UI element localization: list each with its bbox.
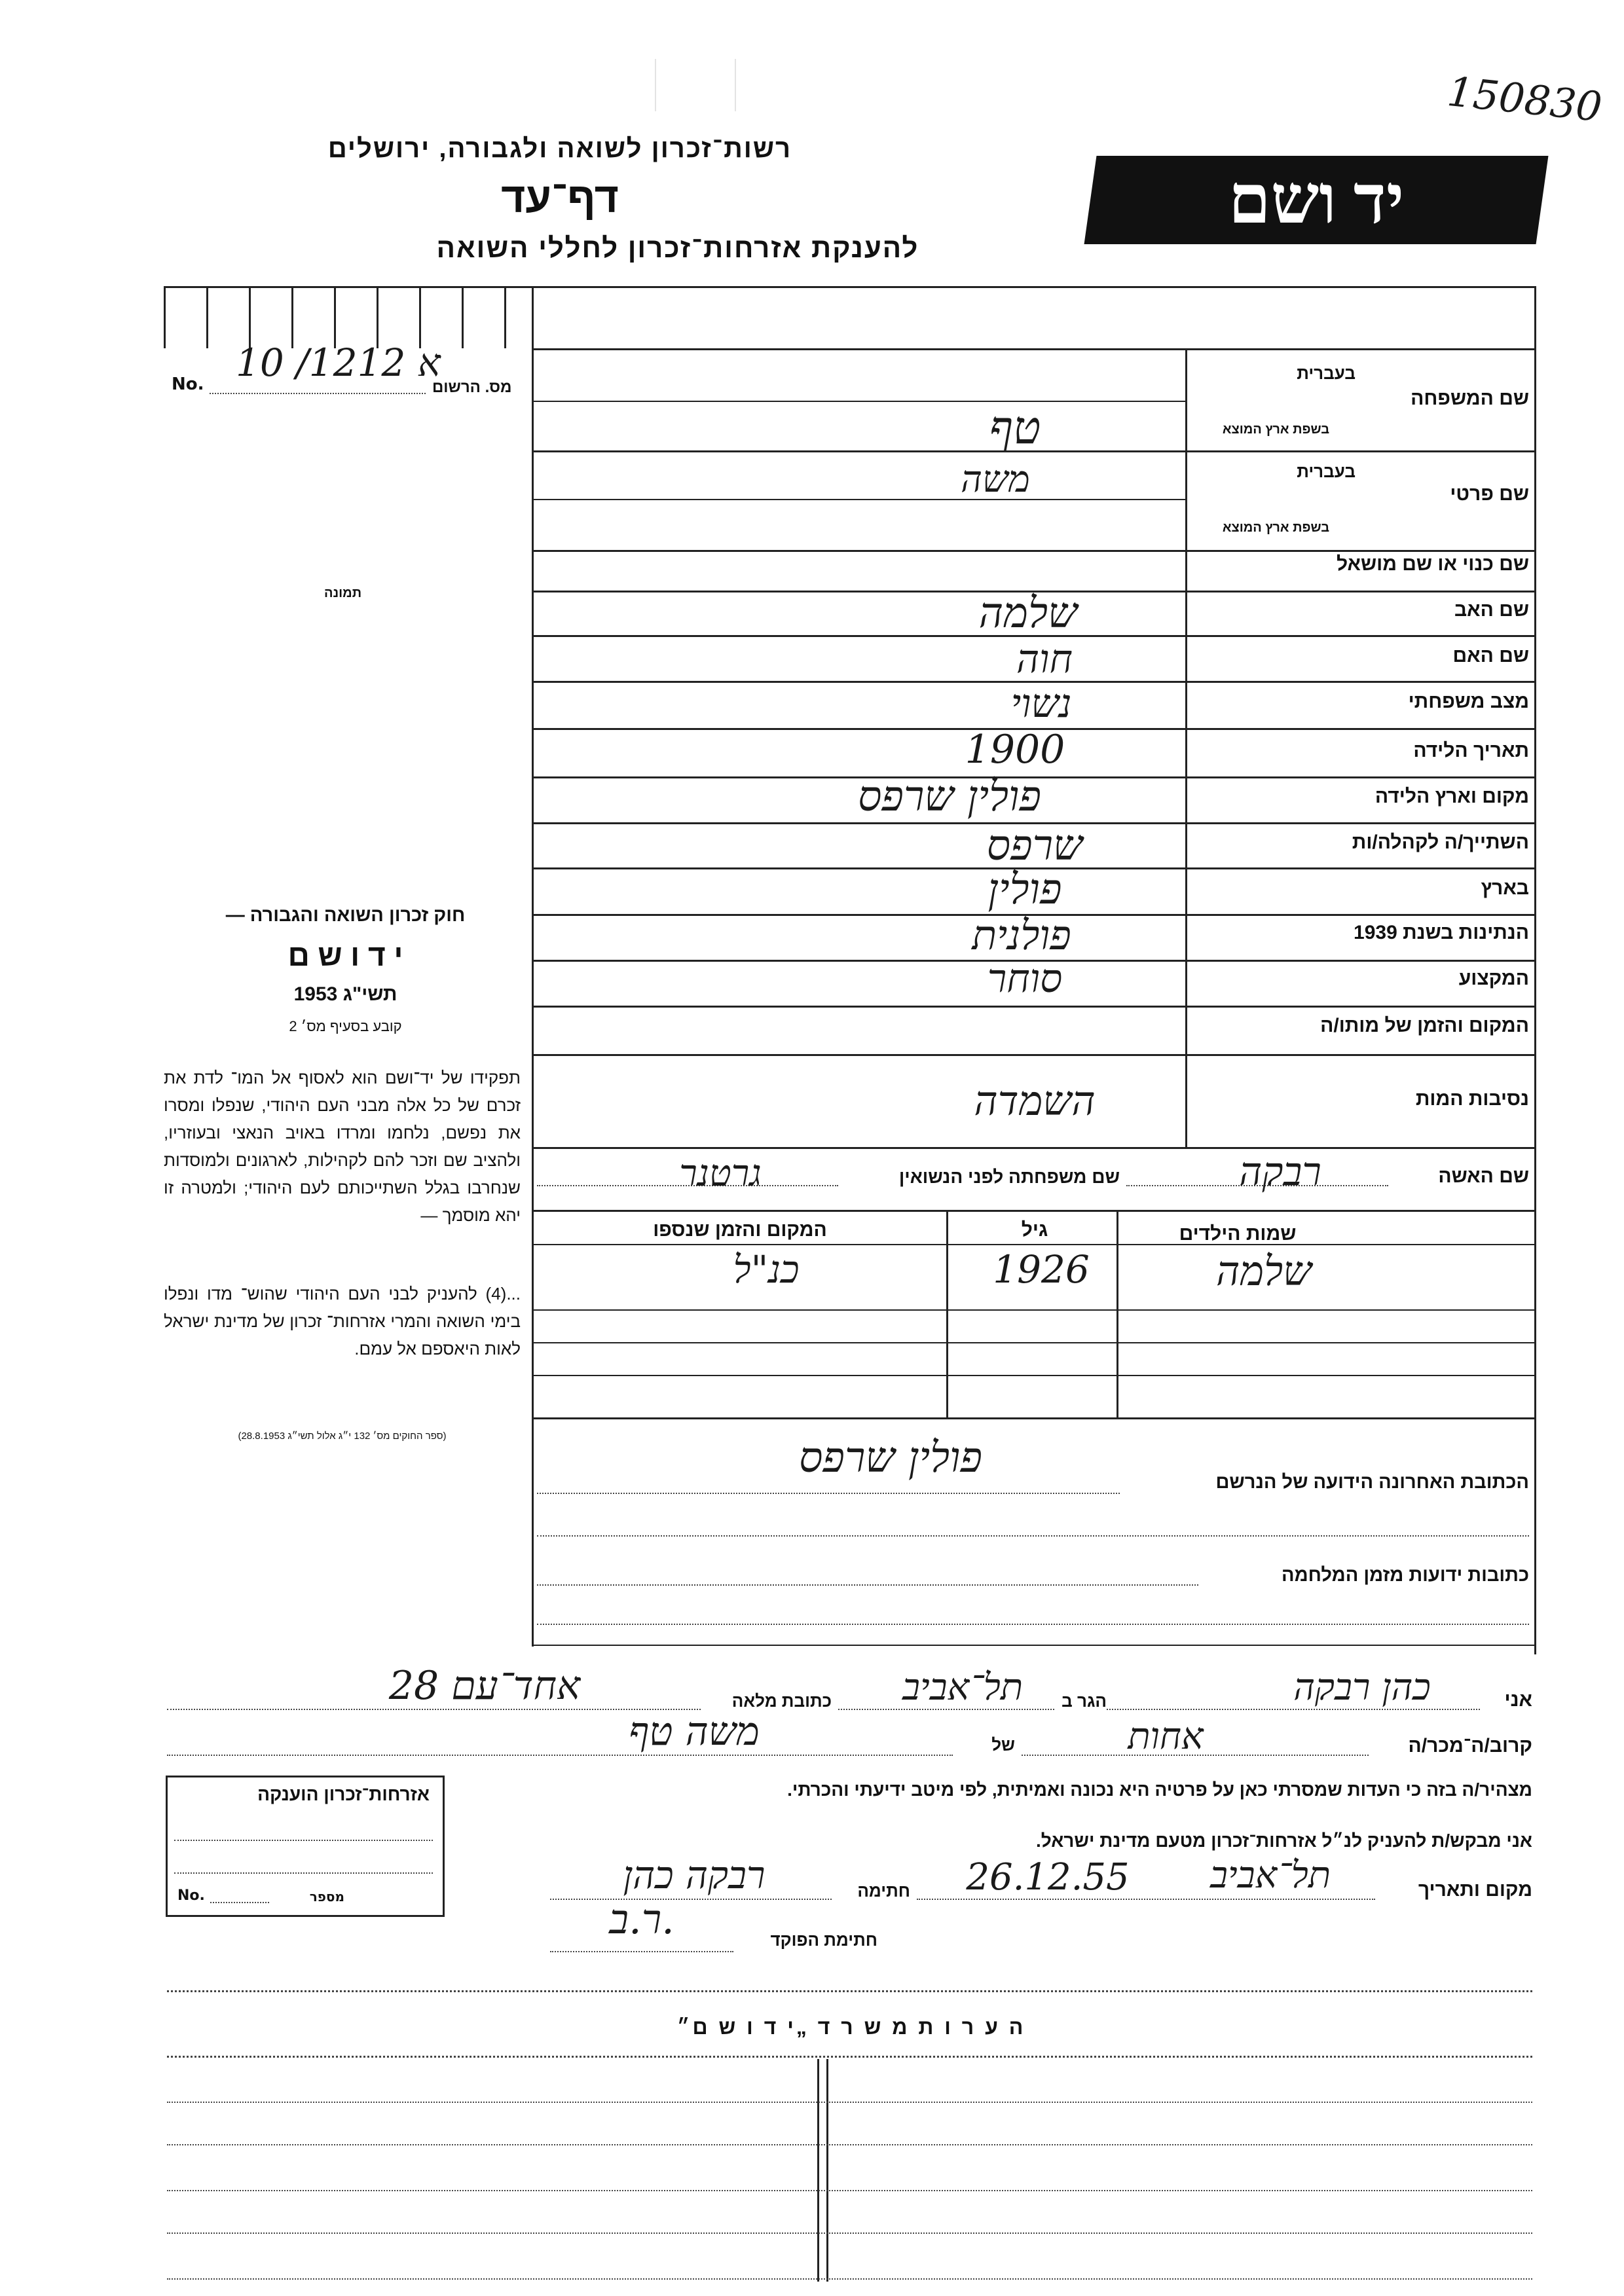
marital-status-value: נשוי bbox=[1010, 681, 1072, 727]
community-label: השתייך/ה לקהלה/ות bbox=[1352, 831, 1529, 853]
wife-name-label: שם האשה bbox=[1438, 1165, 1529, 1187]
declarant-city: תל־אביב bbox=[902, 1666, 1024, 1709]
law-paragraph-2: ...(4) להעניק לבני העם היהודי שהוש־ מדו ונפלו בימי השואה והמרי אזרחות־ זכרון של מדינת ישראל לאות היאספם אל עמם. bbox=[164, 1284, 521, 1358]
last-address-label: הכתובת האחרונה הידועה של הנרשם bbox=[1215, 1472, 1529, 1493]
declarant-name: כהן רבקה bbox=[1293, 1666, 1431, 1709]
declarant-address: אחד־עם 28 bbox=[388, 1663, 581, 1709]
registration-label: מס. הרשום bbox=[432, 378, 512, 396]
first-name-local-sublabel: בשפת ארץ המוצא bbox=[1222, 520, 1329, 535]
marital-status-label: מצב משפחתי bbox=[1408, 691, 1529, 712]
family-name-local-sublabel: בשפת ארץ המוצא bbox=[1222, 422, 1329, 437]
child-1-place: כנ"ל bbox=[733, 1247, 800, 1292]
registry-number: 150830 bbox=[1445, 67, 1604, 132]
first-name-value: משה bbox=[961, 458, 1030, 501]
family-name-label: שם המשפחה bbox=[1411, 388, 1529, 409]
citizenship-1939-label: הנתינות בשנת 1939 bbox=[1354, 922, 1529, 943]
authority-title: רשות־זכרון לשואה ולגבורה, ירושלים bbox=[327, 134, 792, 163]
profession-value: סוחר bbox=[987, 956, 1063, 1002]
birth-place-label: מקום וארץ הלידה bbox=[1375, 786, 1529, 807]
first-name-label: שם פרטי bbox=[1450, 483, 1529, 505]
declarant-signature: רבקה כהן bbox=[623, 1853, 766, 1897]
office-notes-title: ה ע ר ו ת מ ש ר ד „י ד ו ש ם״ bbox=[676, 2015, 1026, 2039]
yad-vashem-logo bbox=[1084, 156, 1549, 244]
death-circumstances-value: השמדה bbox=[974, 1077, 1096, 1125]
signature-label: חתימה bbox=[857, 1881, 910, 1901]
citizenship-granted-box bbox=[166, 1776, 445, 1917]
birth-date-value: 1900 bbox=[965, 727, 1065, 773]
citizenship-box-title: אזרחות־זכרון הוענקה bbox=[257, 1784, 430, 1804]
father-name-label: שם האב bbox=[1454, 599, 1529, 621]
declarant-of-value: משה טף bbox=[629, 1709, 760, 1755]
law-section: קובע בסעיף מס׳ 2 bbox=[289, 1018, 402, 1034]
mother-name-label: שם האם bbox=[1452, 645, 1529, 666]
children-header-names: שמות הילדים bbox=[1179, 1223, 1297, 1245]
declarant-relation: אחות bbox=[1128, 1715, 1204, 1758]
registration-number-value: א 1212/ 10 bbox=[236, 340, 441, 385]
declarant-relation-label: קרוב/ה־מכר/ה bbox=[1408, 1735, 1532, 1757]
country-label: בארץ bbox=[1481, 877, 1529, 899]
family-name-hebrew-sublabel: בעברית bbox=[1297, 363, 1356, 383]
form-title: דף־עד bbox=[501, 174, 619, 221]
form-subtitle: להענקת אזרחות־זכרון לחללי השואה bbox=[436, 232, 919, 263]
declarant-date: 26.12.55 bbox=[966, 1856, 1130, 1899]
profession-label: המקצוע bbox=[1458, 968, 1529, 989]
birth-place-value: פולין שרפס bbox=[858, 773, 1041, 821]
declarant-i-label: אני bbox=[1504, 1689, 1532, 1711]
wife-maiden-value: גרטנר bbox=[679, 1152, 762, 1195]
law-year: תשי"ג 1953 bbox=[293, 983, 397, 1005]
nickname-label: שם כנוי או שם מושאל bbox=[1336, 553, 1529, 575]
birth-date-label: תאריך הלידה bbox=[1413, 740, 1529, 761]
top-stamp-mark bbox=[655, 59, 736, 111]
community-value: שרפס bbox=[986, 822, 1083, 870]
law-name: י ד ו ש ם bbox=[287, 938, 403, 972]
citizenship-box-number-label: מספר bbox=[309, 1889, 344, 1904]
citizenship-box-no-label: No. bbox=[177, 1887, 205, 1904]
family-name-value: טף bbox=[989, 401, 1041, 454]
death-place-time-label: המקום והזמן של מותו/ה bbox=[1320, 1015, 1529, 1036]
children-header-age: גיל bbox=[1021, 1219, 1048, 1241]
place-date-label: מקום ותאריך bbox=[1418, 1879, 1532, 1901]
declarant-resides-label: הגר ב bbox=[1061, 1691, 1107, 1711]
child-1-age: 1926 bbox=[993, 1247, 1090, 1292]
law-paragraph-1: תפקידו של יד־ושם הוא לאסוף אל המו־ לדת את זכרם של כל אלה מבני העם היהודי, שנפלו ומסרו את נפשם, נלחמו ומרדו באויב הנאצי ובעוזריו, ולהציב שם וזכר להם לקהילות, לארגונים ולמוסדות שנחרבו בגלל השתייכותם לעם היהודי; ולמטרה זו יהא מוסמך — bbox=[164, 1068, 521, 1225]
law-citation: (ספר החוקים מס׳ 132 י״ג אלול תשי״ג 28.8.1953) bbox=[238, 1430, 447, 1442]
registration-no-label: No. bbox=[172, 374, 204, 394]
citizenship-1939-value: פולנית bbox=[972, 911, 1071, 959]
child-1-name: שלמה bbox=[1216, 1247, 1312, 1295]
officer-signature-label: חתימת הפוקד bbox=[770, 1930, 877, 1950]
wartime-address-label: כתובות ידועות מזמן המלחמה bbox=[1282, 1565, 1529, 1586]
children-header-place: המקום והזמן שנספו bbox=[653, 1219, 827, 1241]
law-title: חוק זכרון השואה והגבורה — bbox=[225, 905, 466, 926]
photo-label: תמונה bbox=[324, 586, 362, 600]
declarant-place: תל־אביב bbox=[1209, 1854, 1331, 1897]
first-name-hebrew-sublabel: בעברית bbox=[1297, 462, 1356, 481]
wife-name-value: רבקה bbox=[1239, 1149, 1321, 1195]
last-address-value: פולין שרפס bbox=[799, 1434, 982, 1482]
declarant-address-label: כתובת מלאה bbox=[731, 1691, 832, 1711]
wife-maiden-label: שם משפחתה לפני הנשואין bbox=[898, 1167, 1120, 1187]
mother-name-value: חוה bbox=[1016, 636, 1073, 682]
declaration-text: מצהיר/ה בזה כי העדות שמסרתי כאן על פרטיה היא נכונה ואמיתית, לפי מיטב ידיעתי והכרתי. bbox=[787, 1779, 1532, 1800]
officer-signature: ר.ב. bbox=[609, 1895, 674, 1943]
country-value: פולין bbox=[987, 866, 1062, 914]
request-text: אני מבקש/ת להעניק לנ״ל אזרחות־זכרון מטעם מדינת ישראל. bbox=[1035, 1831, 1532, 1851]
death-circumstances-label: נסיבות המות bbox=[1415, 1088, 1529, 1110]
declarant-of-label: של bbox=[991, 1735, 1015, 1755]
logo-text: יד ושם bbox=[1228, 162, 1405, 238]
father-name-value: שלמה bbox=[978, 589, 1078, 638]
